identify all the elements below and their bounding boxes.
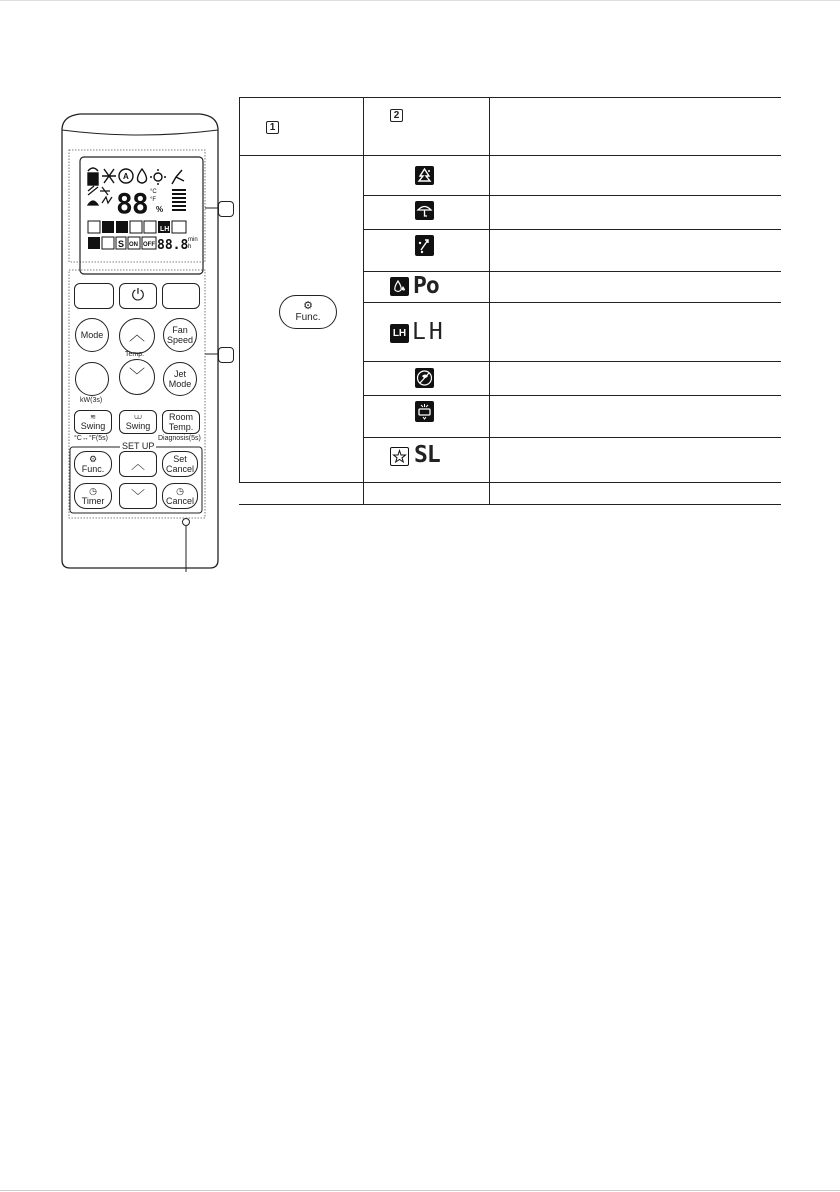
lcd-off-label: OFF (143, 242, 155, 248)
lcd-on-label: ON (129, 242, 138, 248)
jet-mode-label: Mode (168, 379, 192, 389)
jet-mode-button[interactable] (163, 362, 197, 396)
lh-icon-text: LH (392, 328, 407, 339)
swing-vertical-button[interactable] (74, 410, 112, 434)
lcd-lh-text: LH (160, 226, 170, 233)
cancel-label: Cancel (165, 495, 194, 506)
gear-icon: ⚙ (88, 453, 98, 464)
callout-1 (218, 201, 234, 217)
set-cancel-button[interactable] (162, 451, 198, 477)
speed-label: Speed (166, 335, 194, 345)
kw-button[interactable] (75, 362, 109, 396)
svg-text:°C: °C (150, 189, 157, 195)
bottom-divider (0, 1190, 840, 1191)
po-code: Po (413, 273, 439, 299)
callout-2 (218, 347, 234, 363)
leaf-cross-icon (415, 368, 434, 388)
drop-icon (390, 277, 409, 296)
temp-label: Temp. (125, 351, 145, 358)
remote-control (0, 0, 230, 580)
func-button-remote[interactable] (74, 451, 112, 477)
header-number-1: 1 (266, 121, 279, 134)
swing-label-1: Swing (80, 420, 106, 431)
lcd-h-label: h (188, 244, 192, 250)
power-button[interactable] (119, 283, 157, 309)
lcd-display (80, 157, 203, 274)
func-button-label: Func. (295, 312, 321, 323)
lcd-min-label: min (188, 237, 198, 243)
chevron-up-icon: ︿ (128, 327, 145, 344)
tree-icon (415, 166, 434, 185)
chevron-down-icon: ﹀ (131, 488, 145, 504)
swing-horizontal-button[interactable] (119, 410, 157, 434)
swing-label-2: Swing (125, 420, 151, 431)
function-table (239, 97, 781, 505)
set-cancel-label: Cancel (165, 464, 194, 474)
chevron-down-icon: ﹀ (128, 368, 145, 385)
timer-button[interactable] (74, 483, 112, 509)
setup-label: SET UP (122, 441, 155, 451)
clock-icon: ◷ (89, 485, 97, 496)
lcd-percent: % (156, 205, 164, 214)
lcd-s-label: S (118, 239, 125, 249)
chevron-up-icon: ︿ (131, 456, 145, 472)
umbrella-icon (415, 201, 434, 220)
room-temp-button[interactable] (162, 410, 200, 434)
fan-label: Fan (172, 325, 188, 335)
light-icon (415, 235, 434, 256)
setup-up-button[interactable] (119, 451, 157, 477)
svg-text:°F: °F (150, 197, 157, 203)
clock-icon: ◷ (176, 485, 184, 496)
func-label-remote: Func. (81, 463, 105, 474)
c-f-label: °C↔°F(5s) (74, 435, 108, 442)
set-label: Set (173, 454, 187, 464)
clean-icon (415, 401, 434, 422)
jet-label: Jet (173, 369, 186, 379)
lh-icon (390, 324, 409, 343)
blank-button-right[interactable] (162, 283, 200, 309)
sl-code: SL (414, 442, 440, 468)
header-number-2: 2 (390, 109, 403, 122)
cancel-button[interactable] (162, 483, 198, 509)
diagnosis-label: Diagnosis(5s) (158, 435, 201, 442)
gear-icon: ⚙ (303, 300, 313, 312)
lcd-timer-digits: 88.8 (157, 238, 189, 253)
timer-label: Timer (81, 495, 105, 506)
swing-horizontal-icon: ⩊ (134, 413, 142, 421)
temp-up-button[interactable] (119, 318, 155, 354)
star-icon (390, 447, 409, 466)
temp-down-button[interactable] (119, 359, 155, 395)
svg-text:A: A (123, 172, 129, 181)
setup-down-button[interactable] (119, 483, 157, 509)
fan-speed-button[interactable] (163, 318, 197, 352)
kw-label: kW(3s) (80, 397, 103, 404)
func-button[interactable] (279, 295, 337, 329)
lh-code: LH (412, 319, 446, 345)
mode-label: Mode (80, 330, 104, 340)
room-label: Room (168, 412, 193, 422)
room-temp-label: Temp. (168, 422, 194, 432)
mode-button[interactable] (75, 318, 109, 352)
swing-vertical-icon: ≋ (90, 413, 96, 421)
blank-button-left[interactable] (74, 283, 114, 309)
lcd-big-digits: 88 (116, 187, 148, 220)
power-icon: ⏻ (131, 287, 145, 304)
